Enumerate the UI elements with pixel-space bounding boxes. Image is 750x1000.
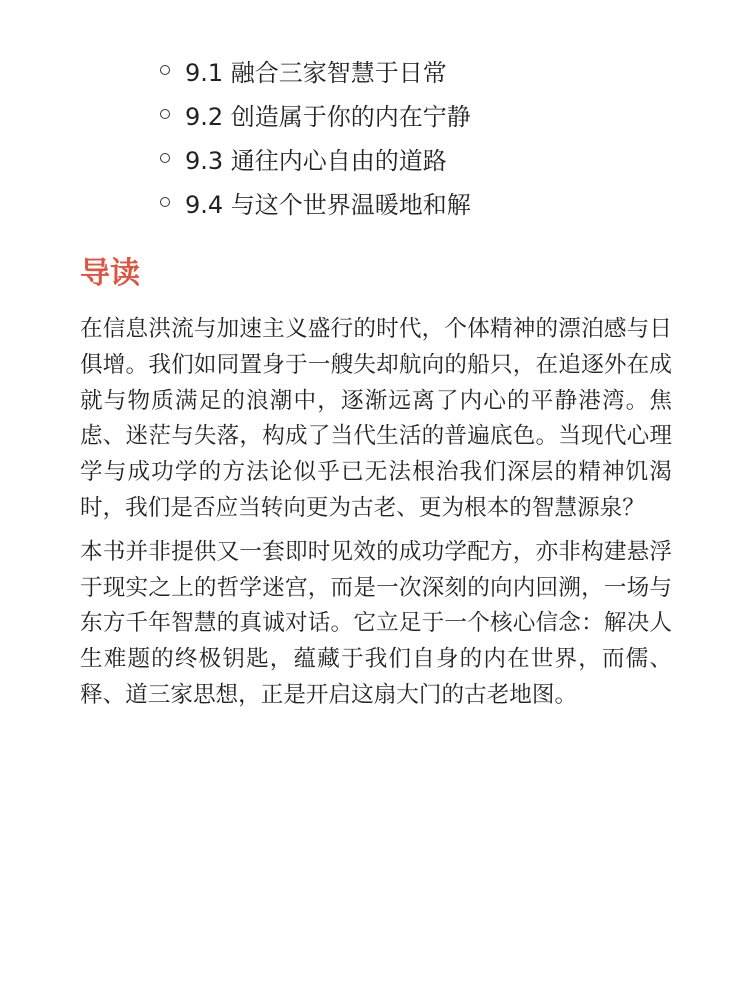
toc-item[interactable] bbox=[160, 136, 471, 180]
paragraph: 在信息洪流与加速主义盛行的时代，个体精神的漂泊感与日俱增。我们如同置身于一艘失却航向的船只，在追逐外在成就与物质满足的浪潮中，逐渐远离了内心的平静港湾。焦虑、迷茫与失落，构成了当代生活的普遍底色。当现代心理学与成功学的方法论似乎已无法根治我们深层的精神饥渴时，我们是否应当转向更为古老、更为根本的智慧源泉？ bbox=[80, 316, 672, 521]
article-body bbox=[80, 312, 672, 722]
hollow-circle-bullet-icon bbox=[160, 65, 170, 75]
hollow-circle-bullet-icon bbox=[160, 109, 170, 119]
section-heading: 导读 bbox=[80, 256, 140, 291]
table-of-contents bbox=[160, 48, 471, 224]
hollow-circle-bullet-icon bbox=[160, 197, 170, 207]
hollow-circle-bullet-icon bbox=[160, 153, 170, 163]
toc-item[interactable] bbox=[160, 180, 471, 224]
toc-item-label: 9.1 融合三家智慧于日常 bbox=[185, 58, 447, 87]
toc-item-label: 9.2 创造属于你的内在宁静 bbox=[185, 102, 471, 131]
toc-item[interactable] bbox=[160, 48, 471, 92]
paragraph: 本书并非提供又一套即时见效的成功学配方，亦非构建悬浮于现实之上的哲学迷宫，而是一次深刻的向内回溯，一场与东方千年智慧的真诚对话。它立足于一个核心信念：解决人生难题的终极钥匙，蕴藏于我们自身的内在世界，而儒、释、道三家思想，正是开启这扇大门的古老地图。 bbox=[80, 538, 672, 708]
toc-item[interactable] bbox=[160, 92, 471, 136]
toc-item-label: 9.3 通往内心自由的道路 bbox=[185, 146, 447, 175]
toc-item-label: 9.4 与这个世界温暖地和解 bbox=[185, 190, 471, 219]
